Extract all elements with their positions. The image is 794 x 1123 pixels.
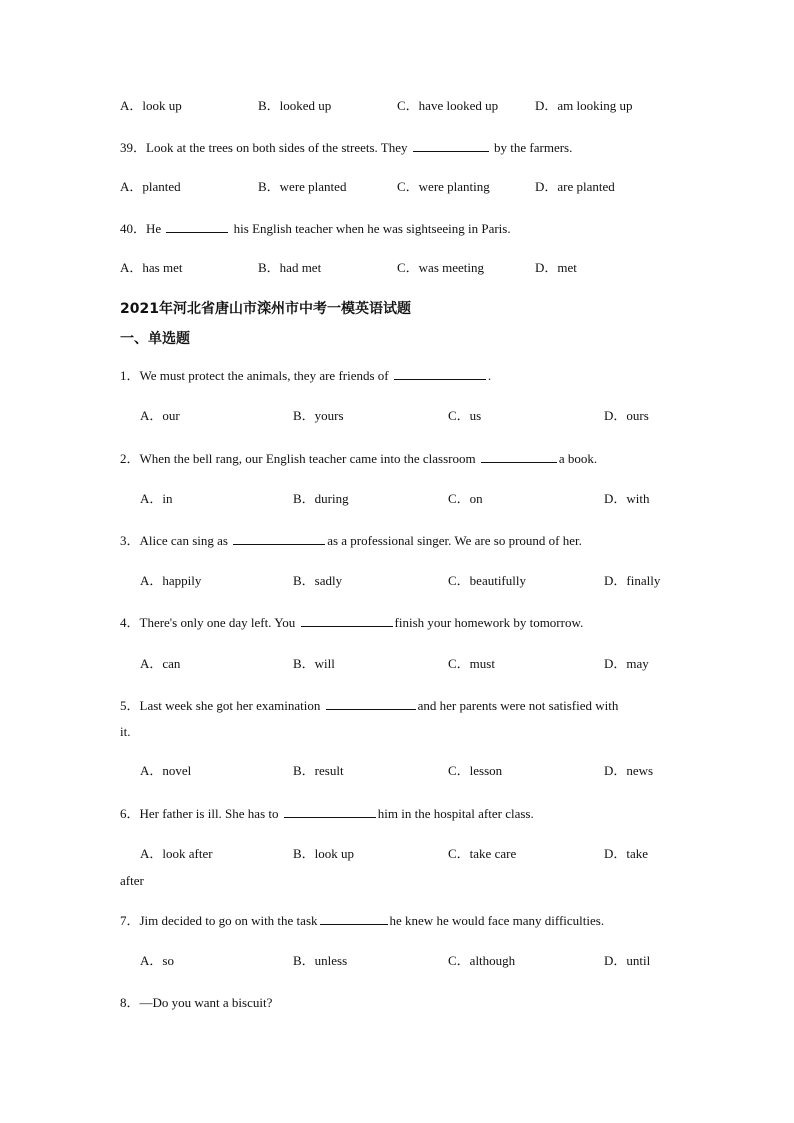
option-b: B．looked up (258, 98, 332, 113)
option-a: A．can (140, 656, 181, 671)
option-c: C．was meeting (397, 260, 485, 275)
answer-blank (413, 139, 489, 152)
question-text-after: . (487, 368, 492, 383)
option-c: C．take care (448, 846, 517, 861)
option-a: A．in (140, 491, 173, 506)
option-a: A．so (140, 953, 174, 968)
question-text: 1．We must protect the animals, they are friends of (120, 368, 389, 383)
option-d: D．with (604, 491, 650, 506)
question-text: 39．Look at the trees on both sides of the streets. They (120, 140, 408, 155)
option-d: D．finally (604, 573, 661, 588)
option-c: C．on (448, 491, 483, 506)
answer-blank (394, 367, 486, 380)
question-7 (120, 912, 604, 929)
option-c: C．although (448, 953, 516, 968)
question-text-after: by the farmers. (494, 140, 573, 155)
option-a: A．look up (120, 98, 182, 113)
option-d: D．are planted (535, 179, 615, 194)
section-heading: 一、单选题 (120, 331, 190, 347)
option-a: A．our (140, 408, 180, 423)
option-d: D．met (535, 260, 577, 275)
option-d: D．may (604, 656, 649, 671)
exam-title: 2021年河北省唐山市滦州市中考一模英语试题 (120, 301, 411, 317)
question-39 (120, 139, 572, 156)
answer-blank (481, 450, 557, 463)
option-b: B．yours (293, 408, 344, 423)
question-5-wrap: it. (120, 724, 131, 739)
question-text: 7．Jim decided to go on with the task (120, 913, 318, 928)
question-text: 6．Her father is ill. She has to (120, 806, 279, 821)
answer-blank (301, 614, 393, 627)
answer-blank (326, 697, 416, 710)
option-a: A．planted (120, 179, 181, 194)
answer-blank (166, 220, 228, 233)
question-text: 4．There's only one day left. You (120, 615, 296, 630)
question-1 (120, 367, 491, 384)
question-3 (120, 532, 582, 549)
option-b: B．were planted (258, 179, 347, 194)
question-5 (120, 697, 618, 714)
question-text-after: a book. (558, 451, 598, 466)
question-text-after: as a professional singer. We are so pround of her. (327, 533, 582, 548)
question-text-after: and her parents were not satisfied with (417, 698, 619, 713)
option-a: A．has met (120, 260, 183, 275)
option-c: C．lesson (448, 763, 503, 778)
option-d-wrap: after (120, 873, 144, 888)
option-b: B．had met (258, 260, 322, 275)
option-d: D．ours (604, 408, 649, 423)
option-c: C．beautifully (448, 573, 526, 588)
option-b: B．during (293, 491, 349, 506)
option-b: B．unless (293, 953, 348, 968)
question-4 (120, 614, 583, 631)
question-text-after: him in the hospital after class. (377, 806, 534, 821)
option-b: B．look up (293, 846, 355, 861)
answer-blank (320, 912, 388, 925)
option-b: B．result (293, 763, 344, 778)
question-text-after: finish your homework by tomorrow. (394, 615, 584, 630)
option-d: D．am looking up (535, 98, 633, 113)
question-text-after: his English teacher when he was sightseeing in Paris. (233, 221, 511, 236)
option-c: C．us (448, 408, 482, 423)
question-text: 40．He (120, 221, 162, 236)
question-text: 2．When the bell rang, our English teacher came into the classroom (120, 451, 476, 466)
option-b: B．sadly (293, 573, 343, 588)
option-d: D．until (604, 953, 651, 968)
question-2 (120, 450, 597, 467)
option-a: A．happily (140, 573, 202, 588)
question-8: 8．—Do you want a biscuit? (120, 995, 273, 1010)
question-40 (120, 220, 511, 237)
option-b: B．will (293, 656, 335, 671)
option-d: D．news (604, 763, 654, 778)
question-text-after: he knew he would face many difficulties. (389, 913, 605, 928)
option-c: C．were planting (397, 179, 490, 194)
question-text: 5．Last week she got her examination (120, 698, 321, 713)
question-text: 3．Alice can sing as (120, 533, 228, 548)
option-c: C．have looked up (397, 98, 499, 113)
answer-blank (284, 805, 376, 818)
option-a: A．novel (140, 763, 192, 778)
option-c: C．must (448, 656, 495, 671)
answer-blank (233, 532, 325, 545)
option-a: A．look after (140, 846, 213, 861)
option-d: D．take (604, 846, 649, 861)
question-6 (120, 805, 534, 822)
